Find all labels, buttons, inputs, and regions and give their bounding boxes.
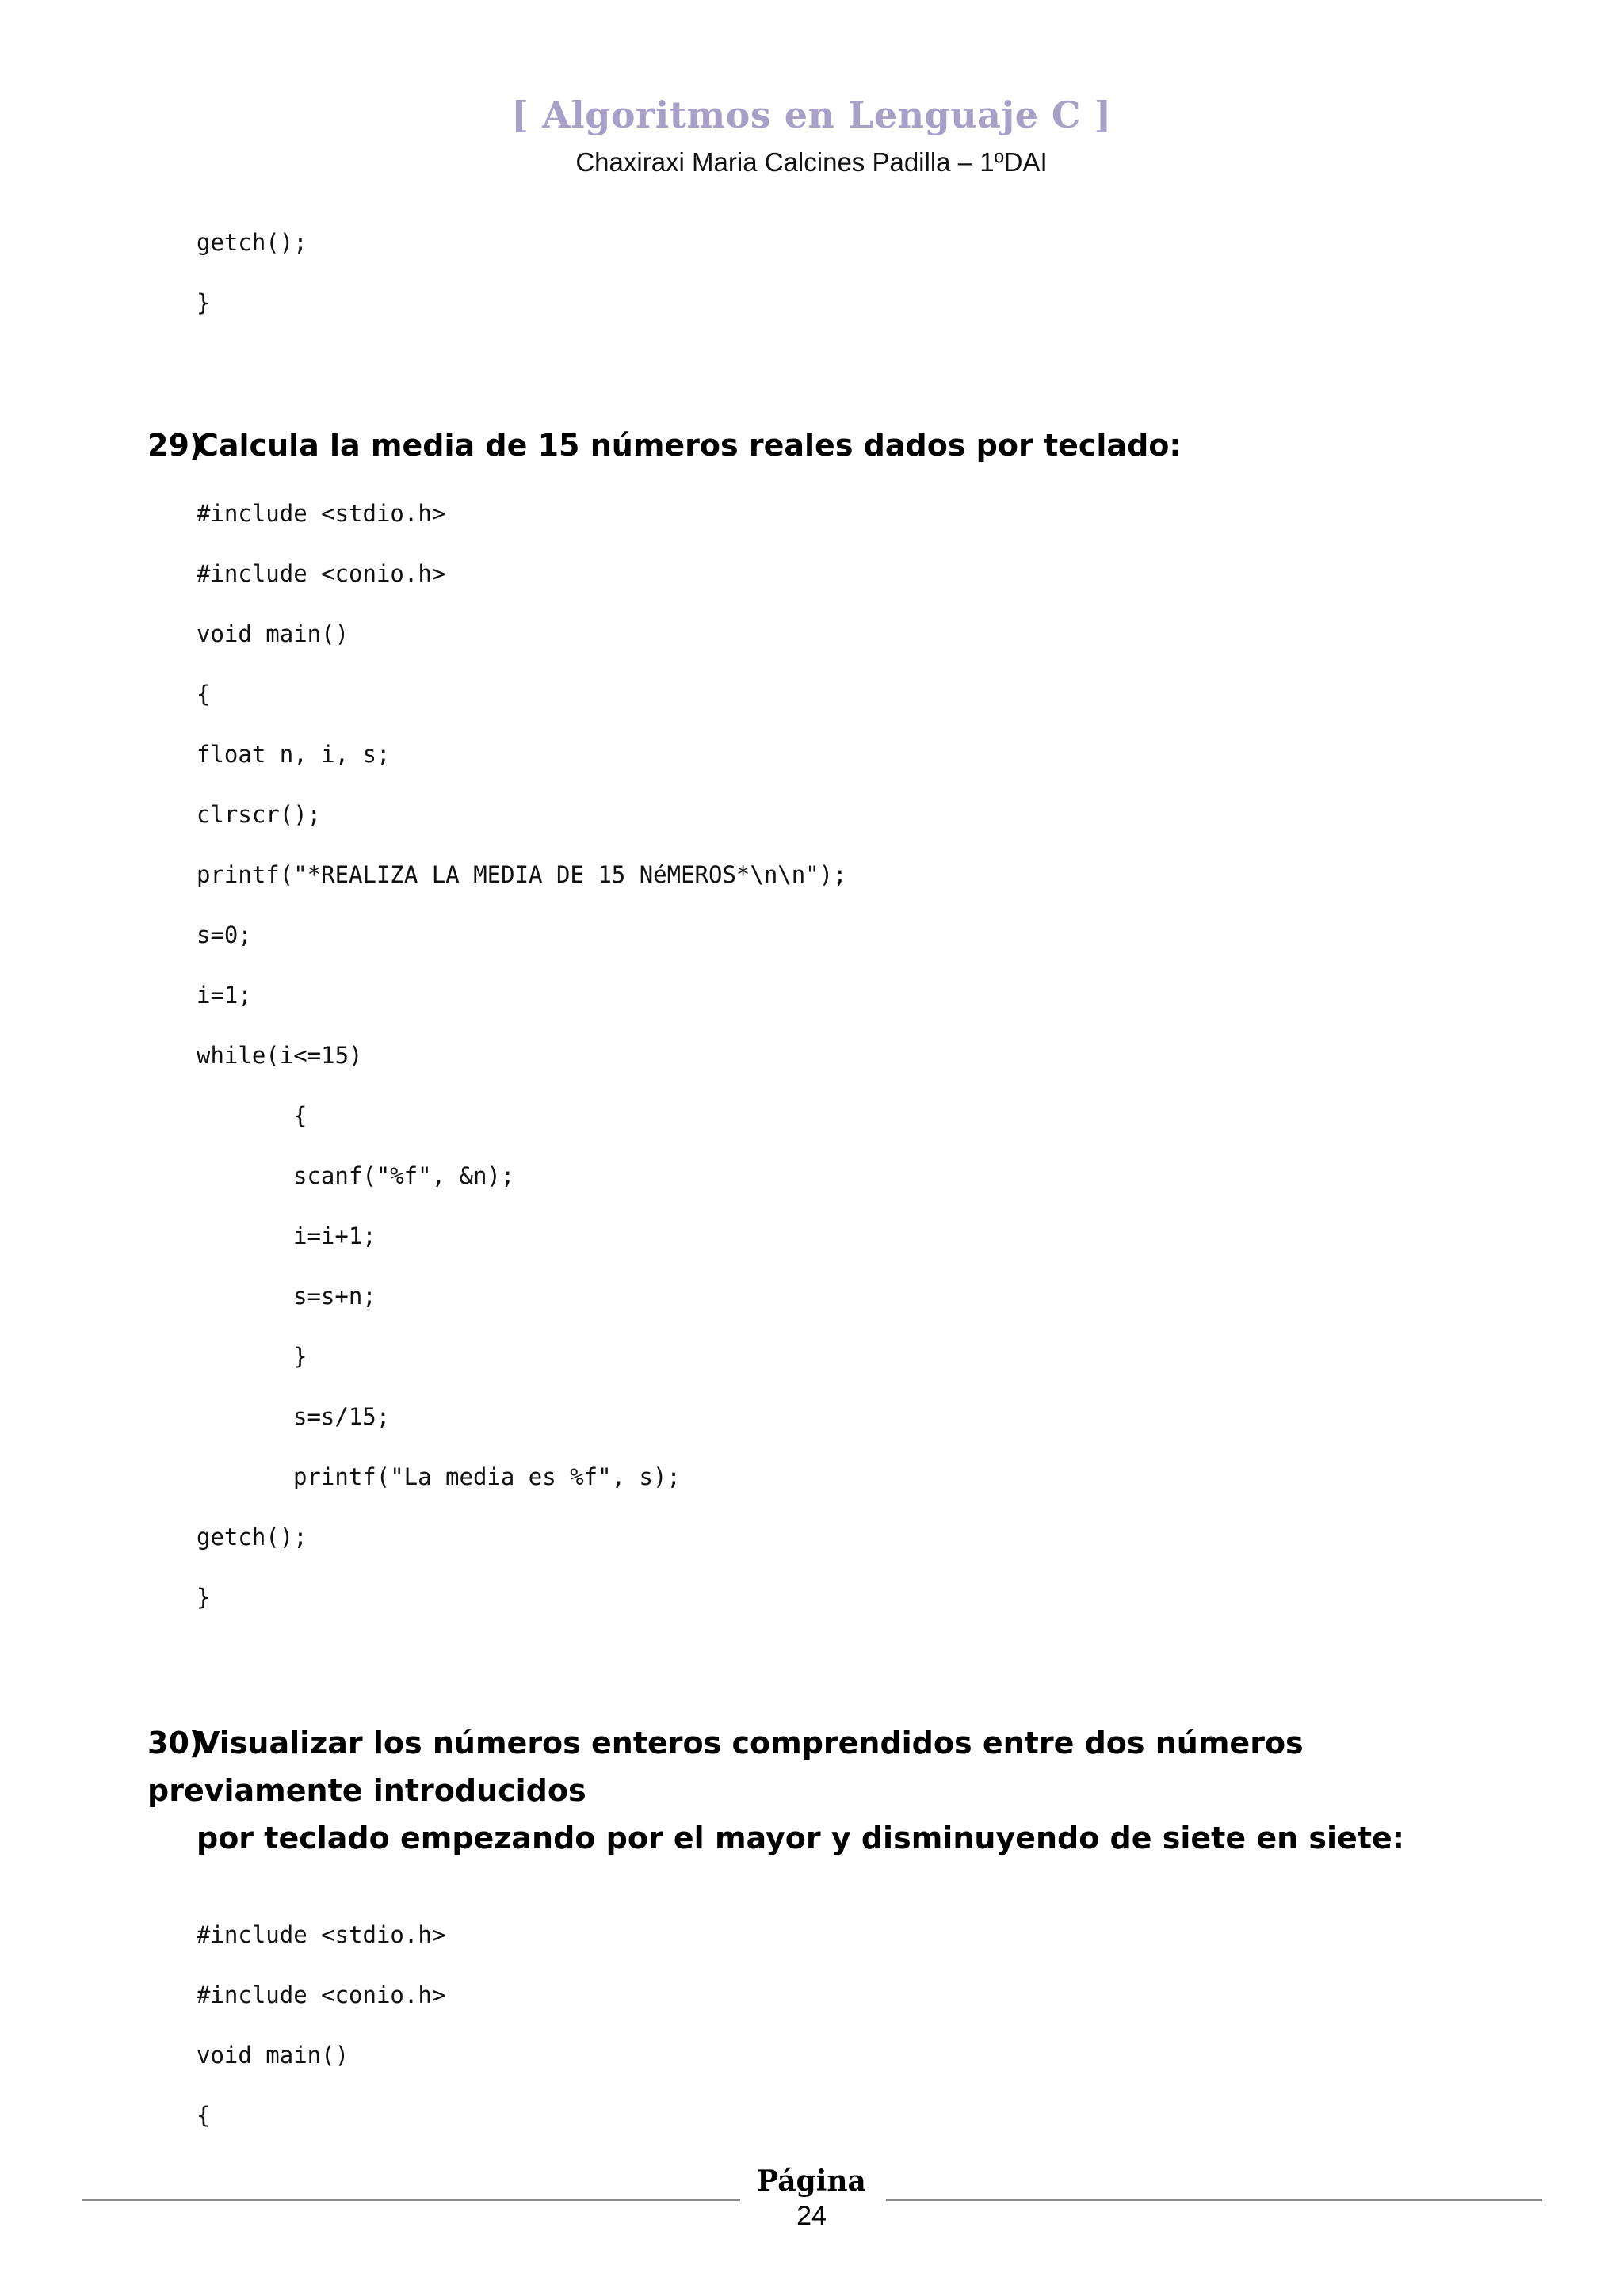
- code-line: void main(): [197, 620, 349, 647]
- code-line: scanf("%f", &n);: [293, 1162, 515, 1189]
- footer-page-label: Página: [757, 2164, 866, 2198]
- code-line: getch();: [197, 229, 307, 256]
- code-line: {: [197, 2102, 211, 2129]
- code-line: }: [293, 1343, 307, 1370]
- code-line: #include <conio.h>: [197, 560, 446, 587]
- code-line: i=i+1;: [293, 1222, 376, 1249]
- code-line: s=s+n;: [293, 1283, 376, 1310]
- code-line: clrscr();: [197, 801, 322, 828]
- exercise-30-heading: [147, 1719, 1510, 1862]
- document-title: [ Algoritmos en Lenguaje C ]: [511, 93, 1112, 136]
- footer-rule-right: [886, 2199, 1542, 2201]
- code-line: printf("La media es %f", s);: [293, 1463, 681, 1490]
- code-line: #include <stdio.h>: [197, 1921, 446, 1948]
- code-line: #include <conio.h>: [197, 1981, 446, 2008]
- code-line: {: [197, 681, 211, 707]
- exercise-text: Visualizar los números enteros comprendidos entre dos números previamente introducidos: [147, 1726, 1304, 1808]
- code-line: void main(): [197, 2042, 349, 2069]
- footer-rule-left: [82, 2199, 740, 2201]
- exercise-text: Calcula la media de 15 números reales dados por teclado:: [197, 428, 1182, 463]
- code-line: printf("*REALIZA LA MEDIA DE 15 NéMEROS*\n\n");: [197, 861, 847, 888]
- code-line: }: [197, 1584, 211, 1611]
- code-line: i=1;: [197, 982, 252, 1009]
- code-line: s=0;: [197, 921, 252, 948]
- exercise-29-heading: [147, 421, 1510, 469]
- code-line: }: [197, 289, 211, 316]
- code-line: {: [293, 1102, 307, 1129]
- author-line: Chaxiraxi Maria Calcines Padilla – 1ºDAI: [575, 147, 1048, 177]
- code-line: float n, i, s;: [197, 741, 391, 768]
- code-line: while(i<=15): [197, 1042, 363, 1069]
- exercise-number: 30): [147, 1726, 204, 1760]
- exercise-text-continued: por teclado empezando por el mayor y disminuyendo de siete en siete:: [197, 1821, 1404, 1855]
- footer-page-number: 24: [796, 2201, 827, 2231]
- code-line: #include <stdio.h>: [197, 500, 446, 527]
- code-line: getch();: [197, 1524, 307, 1550]
- exercise-number: 29): [147, 428, 204, 463]
- code-line: s=s/15;: [293, 1403, 391, 1430]
